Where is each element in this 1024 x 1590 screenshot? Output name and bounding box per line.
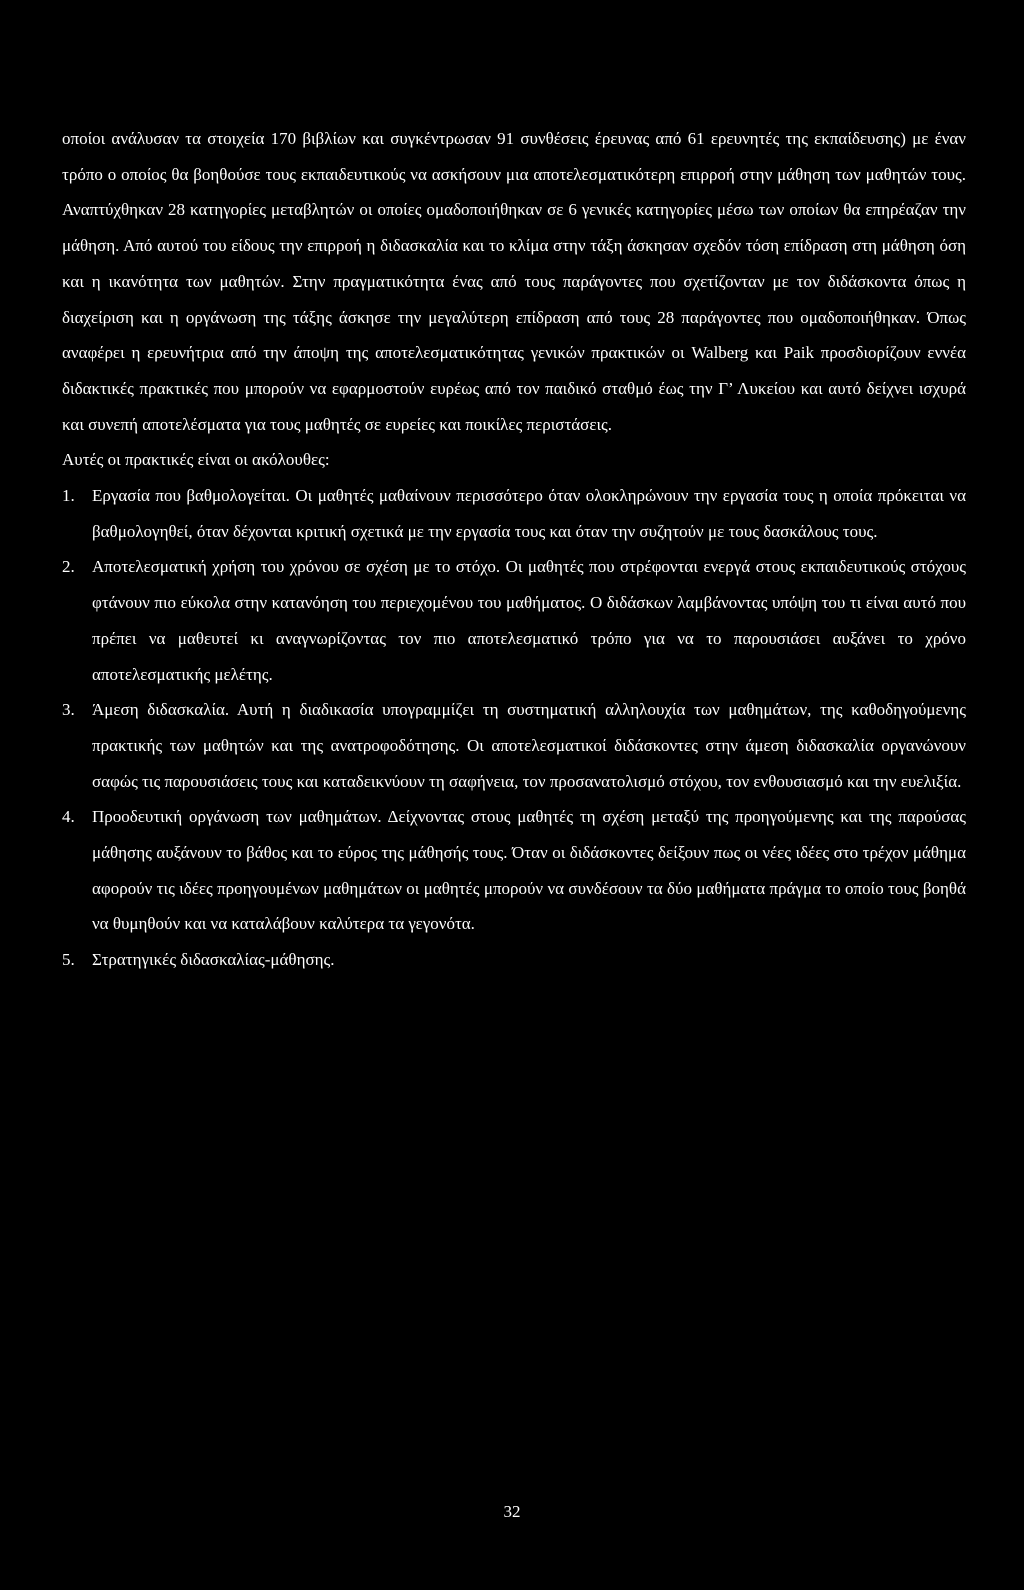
list-item-text: Αποτελεσματική χρήση του χρόνου σε σχέση με το στόχο. Οι μαθητές που στρέφονται ενεργά στους εκπαιδευτικούς στόχους φτάνουν πιο εύκολα στην κατανόηση του περιεχομένου του μαθήματος. Ο διδάσκων λαμβάνοντας υπόψη του τι είναι αυτό που πρέπει να μαθευτεί κι αναγνωρίζοντας τον πιο αποτελεσματικό τρόπο για να το παρουσιάσει αυξάνει το χρόνο αποτελεσματικής μελέτης. xyxy=(92,557,966,684)
list-item xyxy=(62,942,966,978)
list-item-text: Εργασία που βαθμολογείται. Οι μαθητές μαθαίνουν περισσότερο όταν ολοκληρώνουν την εργασία τους η οποία πρόκειται να βαθμολογηθεί, όταν δέχονται κριτική σχετικά με την εργασία τους και όταν την συζητούν με τους δασκάλους τους. xyxy=(92,486,966,541)
list-item-number: 3. xyxy=(62,700,75,720)
practices-list xyxy=(62,478,966,978)
list-intro: Αυτές οι πρακτικές είναι οι ακόλουθες: xyxy=(62,450,330,470)
list-item-text: Προοδευτική οργάνωση των μαθημάτων. Δείχνοντας στους μαθητές τη σχέση μεταξύ της προηγούμενης και της παρούσας μάθησης αυξάνουν το βάθος και το εύρος της μάθησής τους. Όταν οι διδάσκοντες δείξουν πως οι νέες ιδέες στο τρέχον μάθημα αφορούν τις ιδέες προηγουμένων μαθημάτων οι μαθητές μπορούν να συνδέσουν τα δύο μαθήματα πράγμα το οποίο τους βοηθά να θυμηθούν και να καταλάβουν καλύτερα τα γεγονότα. xyxy=(92,807,966,934)
list-item-number: 4. xyxy=(62,807,75,827)
page-number: 32 xyxy=(503,1502,521,1521)
list-item xyxy=(62,692,966,799)
list-item-number: 5. xyxy=(62,950,75,970)
list-item-text: Στρατηγικές διδασκαλίας-μάθησης. xyxy=(92,950,335,970)
list-item-text: Άμεση διδασκαλία. Αυτή η διαδικασία υπογραμμίζει τη συστηματική αλληλουχία των μαθημάτων, της καθοδηγούμενης πρακτικής των μαθητών και της ανατροφοδότησης. Οι αποτελεσματικοί διδάσκοντες στην άμεση διδασκαλία οργανώνουν σαφώς τις παρουσιάσεις τους και καταδεικνύουν τη σαφήνεια, τον προσανατολισμό στόχου, τον ενθουσιασμό και την ευελιξία. xyxy=(92,700,966,791)
list-item xyxy=(62,549,966,692)
list-item xyxy=(62,478,966,549)
list-item xyxy=(62,799,966,942)
list-item-number: 2. xyxy=(62,557,75,577)
body-paragraph: οποίοι ανάλυσαν τα στοιχεία 170 βιβλίων και συγκέντρωσαν 91 συνθέσεις έρευνας από 61 ερευνητές της εκπαίδευσης) με έναν τρόπο ο οποίος θα βοηθούσε τους εκπαιδευτικούς να ασκήσουν μια αποτελεσματικότερη επιρροή στην μάθηση των μαθητών τους. Αναπτύχθηκαν 28 κατηγορίες μεταβλητών οι οποίες ομαδοποιήθηκαν σε 6 γενικές κατηγορίες μέσω των οποίων θα επηρέαζαν την μάθηση. Από αυτού του είδους την επιρροή η διδασκαλία και το κλίμα στην τάξη άσκησαν σχεδόν τόση επίδραση στη μάθηση όση και η ικανότητα των μαθητών. Στην πραγματικότητα ένας από τους παράγοντες που σχετίζονταν με τον διδάσκοντα όπως η διαχείριση και η οργάνωση της τάξης άσκησε την μεγαλύτερη επίδραση από τους 28 παράγοντες που ομαδοποιήθηκαν. Όπως αναφέρει η ερευνήτρια από την άποψη της αποτελεσματικότητας γενικών πρακτικών οι Walberg και Paik προσδιορίζουν εννέα διδακτικές πρακτικές που μπορούν να εφαρμοστούν ευρέως από τον παιδικό σταθμό έως την Γ’ Λυκείου και αυτό δείχνει ισχυρά και συνεπή αποτελέσματα για τους μαθητές σε ευρείες και ποικίλες περιστάσεις. xyxy=(62,129,966,434)
list-item-number: 1. xyxy=(62,486,75,506)
page-content xyxy=(62,121,966,978)
